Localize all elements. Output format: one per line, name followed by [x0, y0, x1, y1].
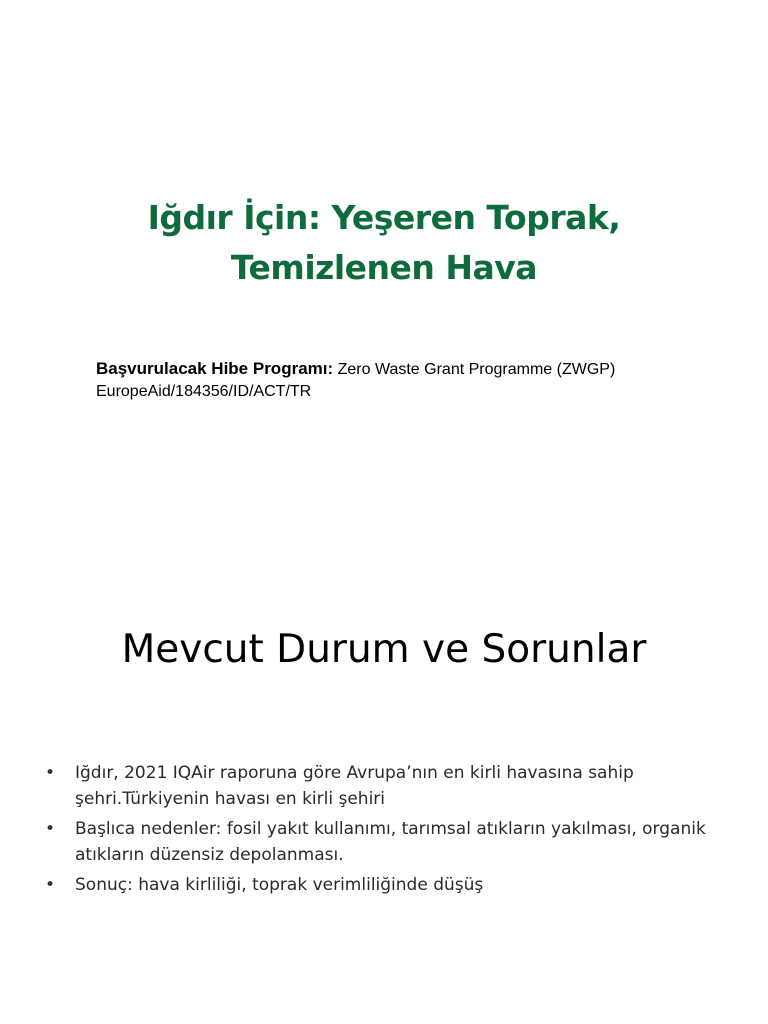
bullet-text: Iğdır, 2021 IQAir raporuna göre Avrupa’nın en kirli havasına sahip şehri.Türkiyenin havası en kirli şehiri	[75, 763, 634, 809]
grant-program-reference: EuropeAid/184356/ID/ACT/TR	[96, 383, 312, 400]
grant-program-block	[96, 358, 716, 403]
slide-title-line-2: Temizlenen Hava	[230, 248, 538, 287]
slide-title-line-1: Iğdır İçin: Yeşeren Toprak,	[147, 198, 621, 237]
bullet-item	[44, 816, 724, 868]
slide-title	[0, 193, 768, 293]
grant-program-label: Başvurulacak Hibe Programı:	[96, 359, 334, 378]
bullet-text: Sonuç: hava kirliliği, toprak verimliliğinde düşüş	[75, 875, 484, 895]
bullet-list	[44, 760, 724, 902]
grant-program-name: Zero Waste Grant Programme (ZWGP)	[337, 361, 616, 378]
bullet-dot-icon: •	[44, 763, 56, 783]
bullet-item	[44, 872, 724, 898]
bullet-dot-icon: •	[44, 875, 56, 895]
bullet-text: Başlıca nedenler: fosil yakıt kullanımı, tarımsal atıkların yakılması, organik atıkların düzensiz depolanması.	[75, 819, 706, 865]
bullet-item	[44, 760, 724, 812]
bullet-dot-icon: •	[44, 819, 56, 839]
section-heading: Mevcut Durum ve Sorunlar	[121, 627, 647, 672]
